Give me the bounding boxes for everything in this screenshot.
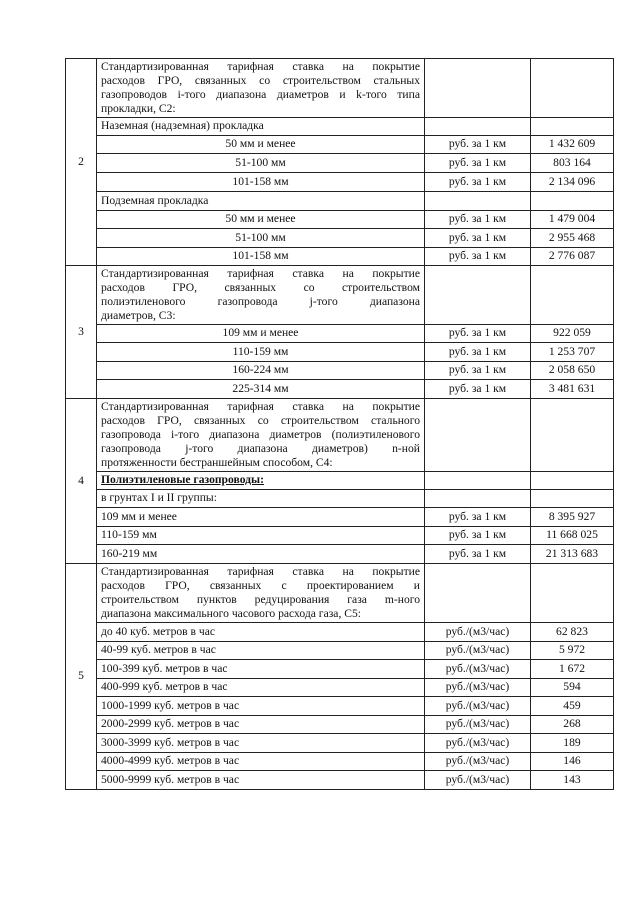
unit-label: руб. за 1 км [425, 380, 531, 399]
value-cell: 143 [531, 771, 614, 790]
unit-label: руб. за 1 км [425, 527, 531, 545]
table-row [66, 248, 614, 266]
subheading-row [66, 472, 614, 490]
table-row [66, 527, 614, 545]
table-row [66, 642, 614, 660]
range-label: 160-224 мм [97, 362, 425, 380]
value-cell: 189 [531, 734, 614, 753]
table-row [66, 734, 614, 753]
value-cell: 268 [531, 716, 614, 734]
table-row [66, 211, 614, 229]
table-row [66, 679, 614, 697]
group-label: в грунтах I и II группы: [97, 490, 425, 508]
table-row [66, 753, 614, 771]
row-number: 5 [66, 564, 97, 790]
value-cell: 1 432 609 [531, 136, 614, 154]
table-row [66, 229, 614, 248]
table-row [66, 362, 614, 380]
unit-label: руб. за 1 км [425, 248, 531, 266]
table-row [66, 136, 614, 154]
range-label: 109 мм и менее [97, 325, 425, 343]
section-row-5 [66, 564, 614, 623]
unit-label: руб./(м3/час) [425, 623, 531, 642]
table-row [66, 660, 614, 679]
unit-label: руб./(м3/час) [425, 734, 531, 753]
value-cell: 3 481 631 [531, 380, 614, 399]
range-label: 5000-9999 куб. метров в час [97, 771, 425, 790]
range-label: 101-158 мм [97, 173, 425, 192]
value-cell: 5 972 [531, 642, 614, 660]
table-row [66, 154, 614, 173]
unit-label: руб./(м3/час) [425, 642, 531, 660]
unit-label: руб./(м3/час) [425, 697, 531, 716]
table-row [66, 697, 614, 716]
range-label: 400-999 куб. метров в час [97, 679, 425, 697]
unit-label: руб. за 1 км [425, 362, 531, 380]
table-row [66, 771, 614, 790]
range-label: 110-159 мм [97, 343, 425, 362]
value-cell: 1 253 707 [531, 343, 614, 362]
value-cell: 2 134 096 [531, 173, 614, 192]
range-label: 1000-1999 куб. метров в час [97, 697, 425, 716]
subheading: Полиэтиленовые газопроводы: [97, 472, 425, 490]
section-title: Стандартизированная тарифная ставка на покрытие расходов ГРО, связанных со строительством стального газопровода i-того диапазона диаметров (полиэтиленового газопровода j-того диапазона диаметров) n-ной протяженности бестраншейным способом, С4: [97, 399, 425, 472]
range-label: до 40 куб. метров в час [97, 623, 425, 642]
range-label: 109 мм и менее [97, 508, 425, 527]
value-cell: 2 955 468 [531, 229, 614, 248]
value-cell: 2 058 650 [531, 362, 614, 380]
unit-label: руб. за 1 км [425, 343, 531, 362]
value-cell: 803 164 [531, 154, 614, 173]
group-row [66, 118, 614, 136]
table-row [66, 343, 614, 362]
value-cell: 8 395 927 [531, 508, 614, 527]
range-label: 3000-3999 куб. метров в час [97, 734, 425, 753]
unit-label: руб. за 1 км [425, 545, 531, 564]
range-label: 2000-2999 куб. метров в час [97, 716, 425, 734]
unit-label: руб./(м3/час) [425, 753, 531, 771]
unit-label: руб./(м3/час) [425, 679, 531, 697]
table-row [66, 508, 614, 527]
unit-label: руб. за 1 км [425, 211, 531, 229]
unit-label: руб. за 1 км [425, 229, 531, 248]
unit-label: руб./(м3/час) [425, 771, 531, 790]
value-cell: 922 059 [531, 325, 614, 343]
section-row-2 [66, 59, 614, 118]
range-label: 100-399 куб. метров в час [97, 660, 425, 679]
row-number: 4 [66, 399, 97, 564]
value-cell: 21 313 683 [531, 545, 614, 564]
table-row [66, 325, 614, 343]
unit-label: руб./(м3/час) [425, 716, 531, 734]
unit-label: руб. за 1 км [425, 325, 531, 343]
unit-label: руб. за 1 км [425, 508, 531, 527]
range-label: 50 мм и менее [97, 211, 425, 229]
group-label: Подземная прокладка [97, 192, 425, 211]
value-cell-empty [531, 59, 614, 118]
row-number: 3 [66, 266, 97, 399]
table-row [66, 173, 614, 192]
section-title: Стандартизированная тарифная ставка на покрытие расходов ГРО, связанных со строительством полиэтиленового газопровода j-того диапазона диаметров, С3: [97, 266, 425, 325]
table-row [66, 623, 614, 642]
value-cell: 62 823 [531, 623, 614, 642]
range-label: 160-219 мм [97, 545, 425, 564]
unit-cell-empty [425, 59, 531, 118]
unit-label: руб. за 1 км [425, 136, 531, 154]
group-row [66, 490, 614, 508]
section-title: Стандартизированная тарифная ставка на покрытие расходов ГРО, связанных с проектированием и строительством пунктов редуцирования газа m-ного диапазона максимального часового расхода газа, С5: [97, 564, 425, 623]
section-title: Стандартизированная тарифная ставка на покрытие расходов ГРО, связанных со строительством стальных газопроводов i-того диапазона диаметров и k-того типа прокладки, С2: [97, 59, 425, 118]
value-cell: 459 [531, 697, 614, 716]
value-cell: 1 672 [531, 660, 614, 679]
table-row [66, 380, 614, 399]
range-label: 225-314 мм [97, 380, 425, 399]
value-cell: 594 [531, 679, 614, 697]
unit-label: руб./(м3/час) [425, 660, 531, 679]
range-label: 51-100 мм [97, 154, 425, 173]
section-row-4 [66, 399, 614, 472]
section-row-3 [66, 266, 614, 325]
value-cell: 146 [531, 753, 614, 771]
tariff-table [65, 58, 614, 790]
value-cell: 11 668 025 [531, 527, 614, 545]
range-label: 110-159 мм [97, 527, 425, 545]
value-cell: 1 479 004 [531, 211, 614, 229]
range-label: 51-100 мм [97, 229, 425, 248]
value-cell: 2 776 087 [531, 248, 614, 266]
unit-label: руб. за 1 км [425, 173, 531, 192]
unit-label: руб. за 1 км [425, 154, 531, 173]
group-label: Наземная (надземная) прокладка [97, 118, 425, 136]
table-row [66, 716, 614, 734]
range-label: 101-158 мм [97, 248, 425, 266]
range-label: 40-99 куб. метров в час [97, 642, 425, 660]
range-label: 50 мм и менее [97, 136, 425, 154]
range-label: 4000-4999 куб. метров в час [97, 753, 425, 771]
group-row [66, 192, 614, 211]
row-number: 2 [66, 59, 97, 266]
table-row [66, 545, 614, 564]
